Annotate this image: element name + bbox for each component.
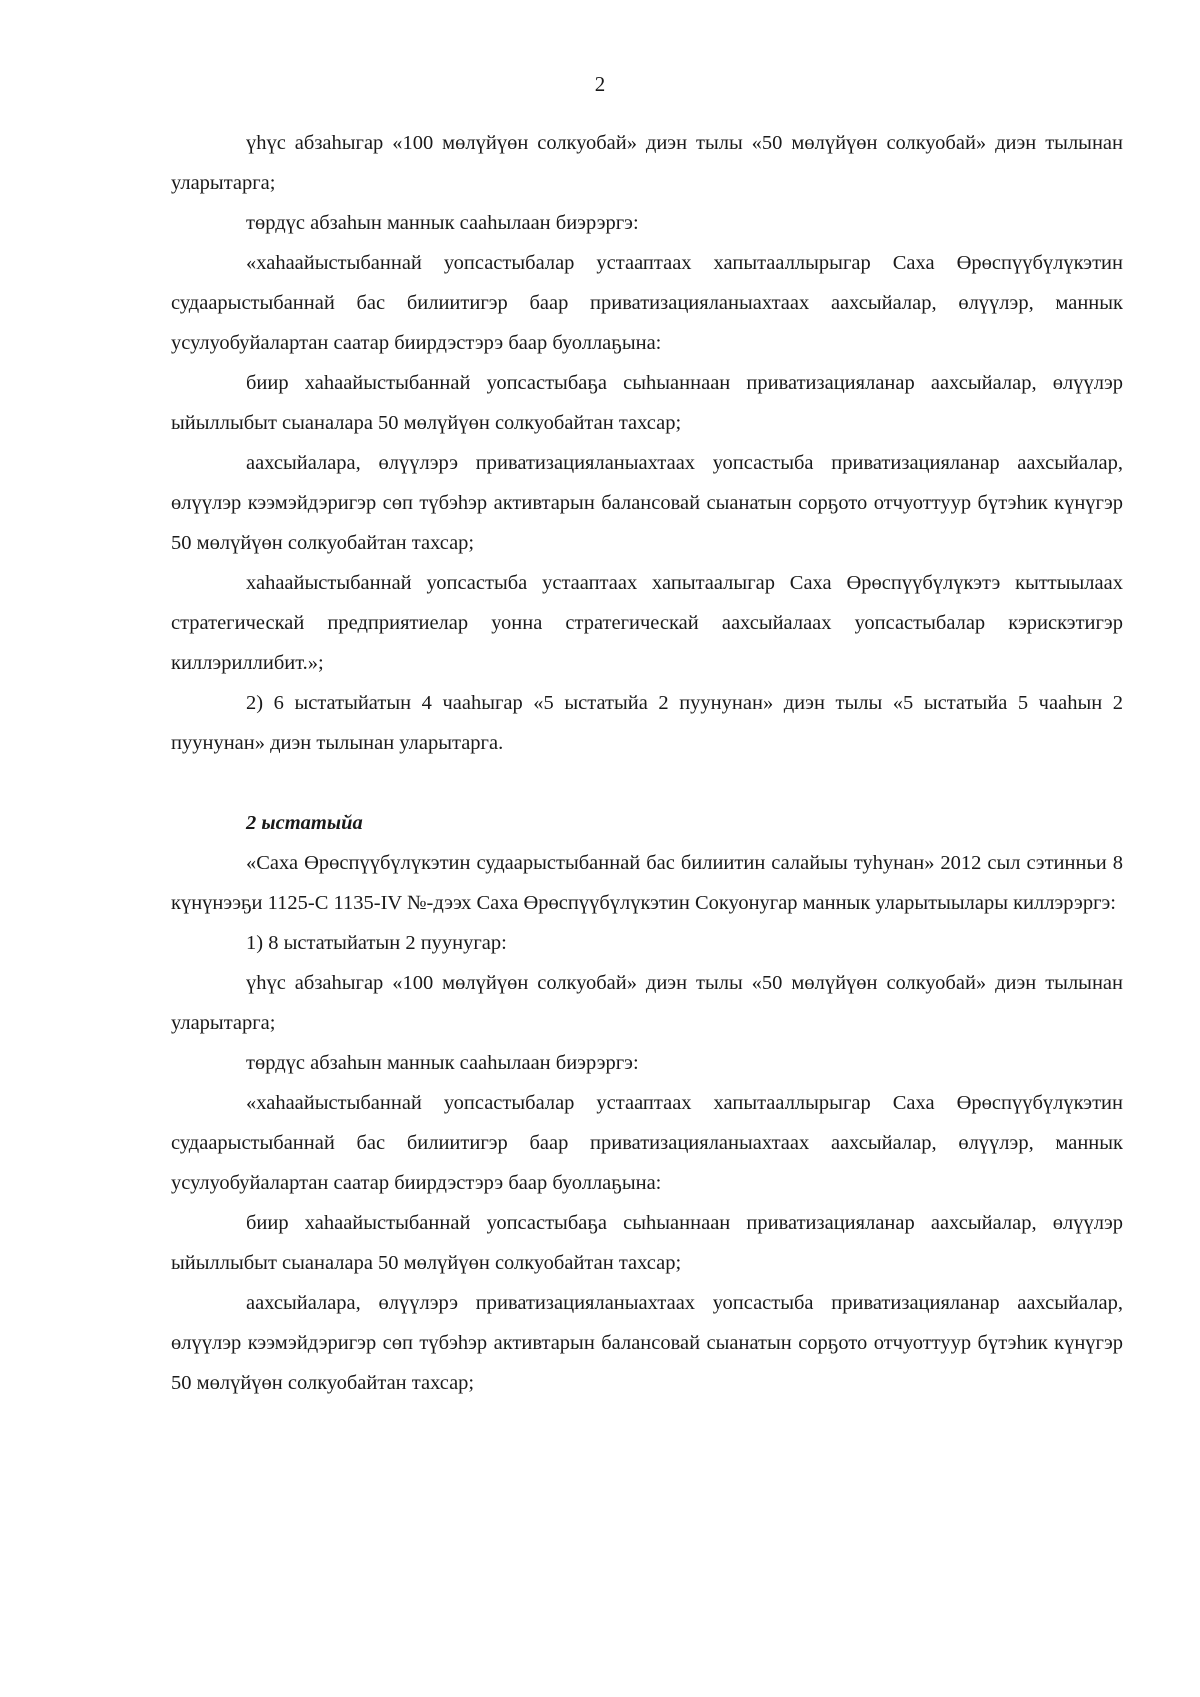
- paragraph: «хаһаайыстыбаннай уопсастыбалар устааптаах хапытааллырыгар Саха Өрөспүүбүлүкэтин судаарыстыбаннай бас билиитигэр баар приватизацияланыахтаах аахсыйалар, өлүүлэр, маннык усулуобуйалартан саатар биирдэстэрэ баар буоллаҕына:: [171, 1092, 1123, 1194]
- document-body: [171, 123, 1123, 1403]
- paragraph: аахсыйалара, өлүүлэрэ приватизацияланыахтаах уопсастыба приватизацияланар аахсыйалар, өлүүлэр кээмэйдэригэр сөп түбэһэр активтарын балансовай сыанатын сорҕото отчуоттуур бүтэһик күнүгэр 50 мөлүйүөн солкуобайтан тахсар;: [171, 1292, 1123, 1394]
- section-heading: 2 ыстатыйа: [246, 812, 363, 834]
- paragraph: 2) 6 ыстатыйатын 4 чааһыгар «5 ыстатыйа 2 пуунунан» диэн тылы «5 ыстатыйа 5 чааһын 2 пуунунан» диэн тылынан уларытарга.: [171, 692, 1123, 754]
- paragraph: үһүс абзаһыгар «100 мөлүйүөн солкуобай» диэн тылы «50 мөлүйүөн солкуобай» диэн тылынан уларытарга;: [171, 972, 1123, 1034]
- page-number: 2: [594, 72, 606, 96]
- paragraph: төрдүс абзаһын маннык сааһылаан биэрэргэ:: [246, 1052, 639, 1074]
- paragraph: биир хаһаайыстыбаннай уопсастыбаҕа сыһыаннаан приватизацияланар аахсыйалар, өлүүлэр ыйыллыбыт сыаналара 50 мөлүйүөн солкуобайтан тахсар;: [171, 372, 1123, 434]
- paragraph: төрдүс абзаһын маннык сааһылаан биэрэргэ:: [246, 212, 639, 234]
- paragraph: 1) 8 ыстатыйатын 2 пуунугар:: [246, 932, 507, 954]
- paragraph: үһүс абзаһыгар «100 мөлүйүөн солкуобай» диэн тылы «50 мөлүйүөн солкуобай» диэн тылынан уларытарга;: [171, 132, 1123, 194]
- paragraph: «Саха Өрөспүүбүлүкэтин судаарыстыбаннай бас билиитин салайыы туһунан» 2012 сыл сэтинньи 8 күнүнээҕи 1125-С 1135-IV №-дээх Саха Өрөспүүбүлүкэтин Сокуонугар маннык уларытыылары киллэрэргэ:: [171, 852, 1123, 914]
- paragraph: аахсыйалара, өлүүлэрэ приватизацияланыахтаах уопсастыба приватизацияланар аахсыйалар, өлүүлэр кээмэйдэригэр сөп түбэһэр активтарын балансовай сыанатын сорҕото отчуоттуур бүтэһик күнүгэр 50 мөлүйүөн солкуобайтан тахсар;: [171, 452, 1123, 554]
- paragraph: «хаһаайыстыбаннай уопсастыбалар устааптаах хапытааллырыгар Саха Өрөспүүбүлүкэтин судаарыстыбаннай бас билиитигэр баар приватизацияланыахтаах аахсыйалар, өлүүлэр, маннык усулуобуйалартан саатар биирдэстэрэ баар буоллаҕына:: [171, 252, 1123, 354]
- paragraph: хаһаайыстыбаннай уопсастыба устааптаах хапытаалыгар Саха Өрөспүүбүлүкэтэ кыттыылаах стратегическай предприятиелар уонна стратегическай аахсыйалаах уопсастыбалар кэрискэтигэр киллэриллибит.»;: [171, 572, 1123, 674]
- paragraph: биир хаһаайыстыбаннай уопсастыбаҕа сыһыаннаан приватизацияланар аахсыйалар, өлүүлэр ыйыллыбыт сыаналара 50 мөлүйүөн солкуобайтан тахсар;: [171, 1212, 1123, 1274]
